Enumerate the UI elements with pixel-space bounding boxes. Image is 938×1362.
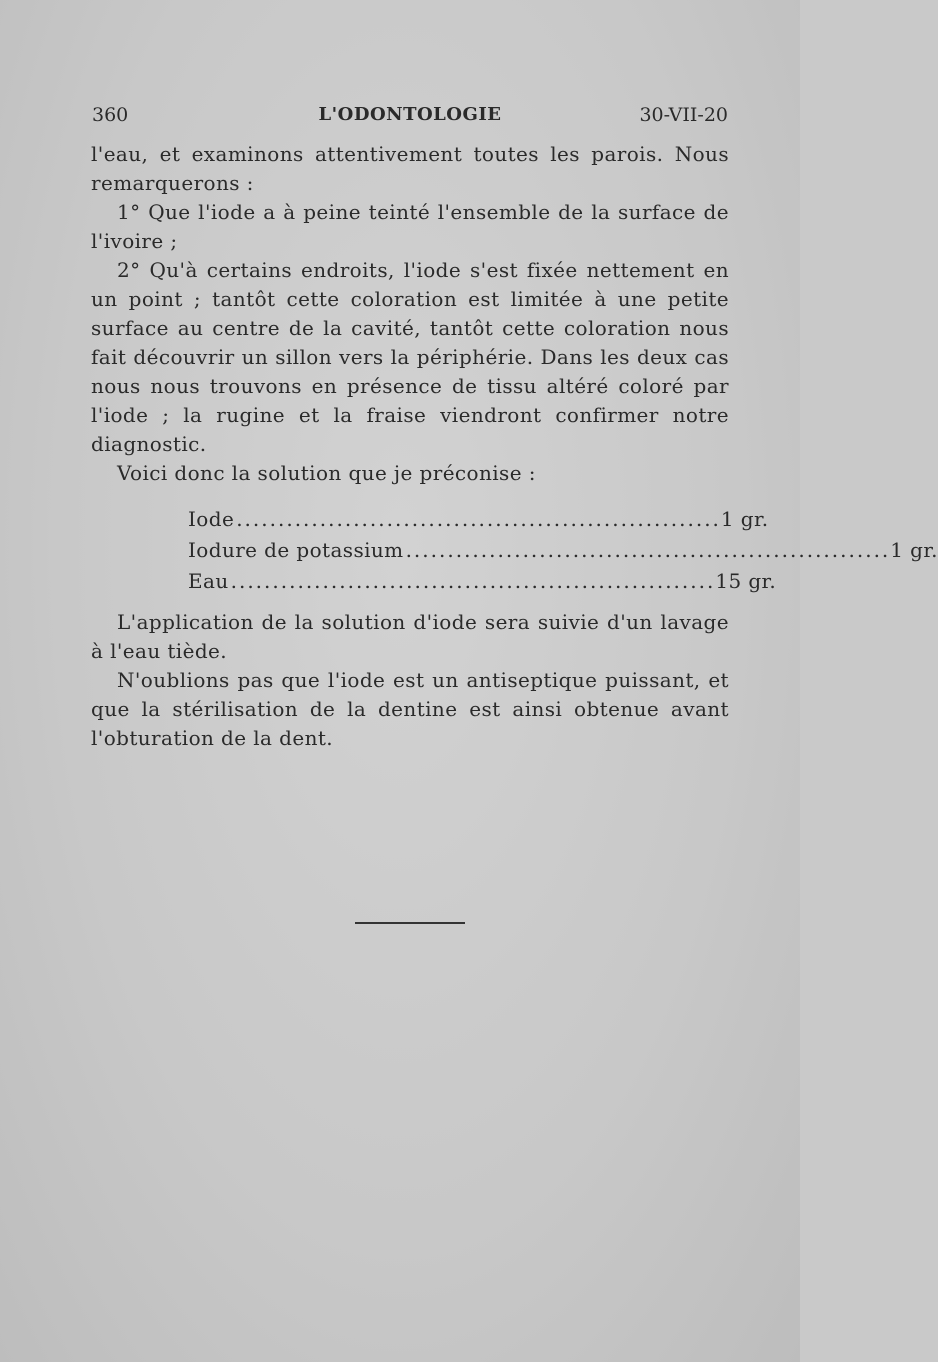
ingredient-quantity: 1 gr. bbox=[890, 538, 938, 562]
recipe-list bbox=[188, 504, 938, 597]
paragraph: Voici donc la solution que je préconise : bbox=[117, 461, 536, 485]
paragraph: 2° Qu'à certains endroits, l'iode s'est fixée nettement en un point ; tantôt cette coloration est limitée à une petite surface au centre de la cavité, tantôt cette coloration nous fait découvrir un sillon vers la périphérie. Dans les deux cas nous nous trouvons en présence de tissu altéré coloré par l'iode ; la rugine et la fraise viendront confirmer notre diagnostic. bbox=[91, 258, 729, 456]
ingredient-name: Iodure de potassium bbox=[188, 538, 404, 562]
paragraph: L'application de la solution d'iode sera suivie d'un lavage à l'eau tiède. bbox=[91, 610, 729, 663]
ingredient-quantity: 1 gr. bbox=[720, 507, 769, 531]
recipe-row bbox=[188, 566, 777, 597]
ingredient-name: Iode bbox=[188, 507, 235, 531]
paragraph: 1° Que l'iode a à peine teinté l'ensemble de la surface de l'ivoire ; bbox=[91, 200, 729, 253]
body-text bbox=[91, 140, 729, 488]
section-end-rule bbox=[355, 922, 465, 924]
ingredient-quantity: 15 gr. bbox=[715, 569, 777, 593]
closing-text bbox=[91, 608, 729, 753]
leader-dots: .......................................................... bbox=[405, 538, 891, 562]
leader-dots: .......................................................... bbox=[236, 507, 721, 531]
recipe-row bbox=[188, 535, 938, 566]
running-header bbox=[92, 104, 728, 134]
leader-dots: .......................................................... bbox=[230, 569, 716, 593]
journal-title: L'ODONTOLOGIE bbox=[318, 104, 502, 125]
recipe-row bbox=[188, 504, 769, 535]
issue-date: 30-VII-20 bbox=[639, 104, 728, 126]
ingredient-name: Eau bbox=[188, 569, 229, 593]
paragraph: l'eau, et examinons attentivement toutes les parois. Nous remarquerons : bbox=[91, 142, 729, 195]
paragraph: N'oublions pas que l'iode est un antiseptique puissant, et que la stérilisation de la dentine est ainsi obtenue avant l'obturation de la dent. bbox=[91, 668, 729, 750]
page-number: 360 bbox=[92, 104, 129, 126]
